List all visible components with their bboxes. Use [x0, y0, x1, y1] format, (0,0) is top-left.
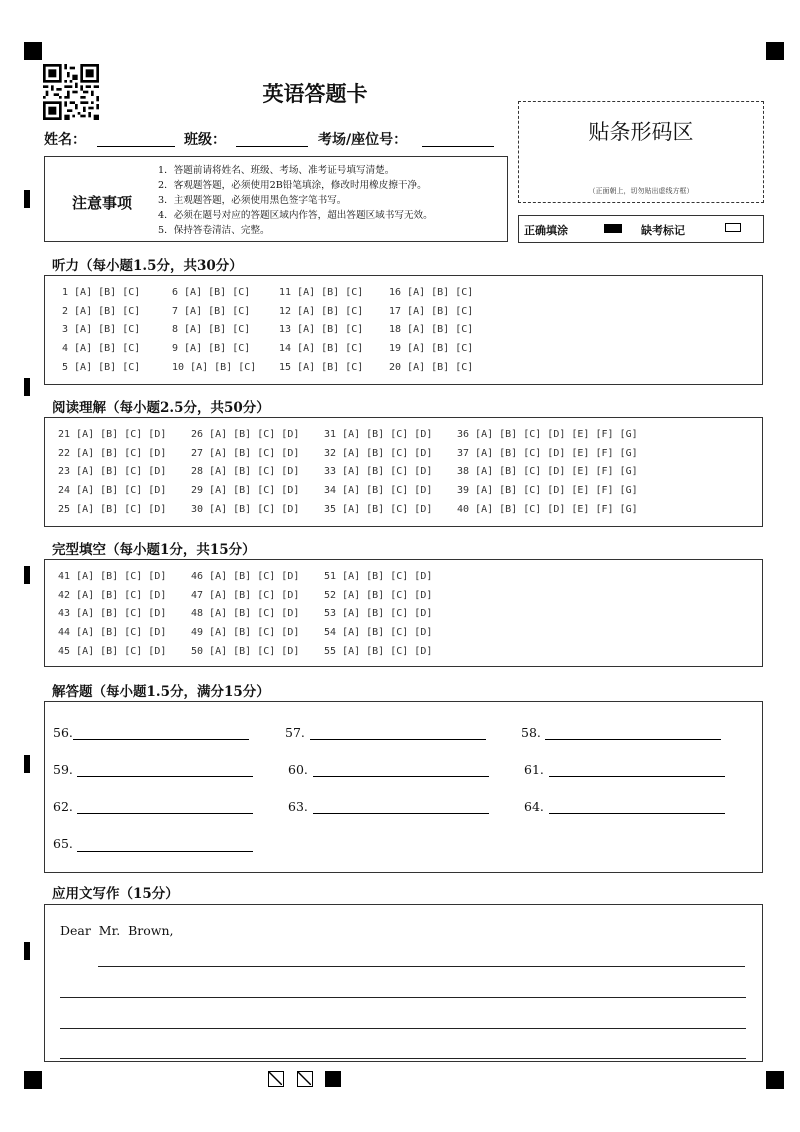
answer-field[interactable]: [77, 813, 253, 814]
question-row[interactable]: 16 [A] [B] [C]: [389, 287, 474, 298]
answer-label: 58.: [521, 725, 541, 740]
question-row[interactable]: 52 [A] [B] [C] [D]: [324, 589, 433, 601]
correct-fill-label: 正确填涂: [524, 224, 568, 237]
notice-rule: 1．答题前请将姓名、班级、考场、准考证号填写清楚。: [158, 165, 395, 176]
notice-rule: 2．客观题答题，必须使用2B铅笔填涂，修改时用橡皮擦干净。: [158, 180, 427, 191]
question-row[interactable]: 38 [A] [B] [C] [D] [E] [F] [G]: [457, 466, 638, 478]
timing-mark: [24, 942, 30, 960]
answer-field[interactable]: [313, 813, 489, 814]
question-row[interactable]: 43 [A] [B] [C] [D]: [58, 608, 167, 620]
corner-mark-bottom-left: [24, 1071, 42, 1089]
question-row[interactable]: 33 [A] [B] [C] [D]: [324, 466, 433, 478]
question-row[interactable]: 7 [A] [B] [C]: [172, 305, 251, 317]
question-row[interactable]: 20 [A] [B] [C]: [389, 361, 474, 373]
question-row[interactable]: 53 [A] [B] [C] [D]: [324, 608, 433, 620]
question-row[interactable]: 32 [A] [B] [C] [D]: [324, 447, 433, 459]
answer-field[interactable]: [549, 776, 725, 777]
question-row[interactable]: 29 [A] [B] [C] [D]: [191, 485, 300, 497]
question-row[interactable]: 47 [A] [B] [C] [D]: [191, 589, 300, 601]
question-row[interactable]: 18 [A] [B] [C]: [389, 324, 474, 336]
question-row[interactable]: 50 [A] [B] [C] [D]: [191, 645, 300, 657]
question-row[interactable]: 41 [A] [B] [C] [D]: [58, 571, 167, 582]
answer-field[interactable]: [310, 739, 486, 740]
timing-mark: [24, 378, 30, 396]
writing-line[interactable]: [98, 966, 745, 967]
answer-label: 63.: [288, 799, 308, 814]
answer-label: 62.: [53, 799, 73, 814]
barcode-label: 贴条形码区: [588, 120, 694, 144]
timing-mark: [24, 755, 30, 773]
writing-salutation: Dear Mr. Brown,: [60, 923, 174, 938]
crossed-box-icon: [297, 1071, 313, 1087]
corner-mark-bottom-right: [766, 1071, 784, 1089]
notice-title: 注意事项: [72, 194, 133, 212]
writing-line[interactable]: [60, 1028, 746, 1029]
question-row[interactable]: 46 [A] [B] [C] [D]: [191, 571, 300, 582]
crossed-box-icon: [268, 1071, 284, 1087]
question-row[interactable]: 31 [A] [B] [C] [D]: [324, 429, 433, 440]
question-row[interactable]: 4 [A] [B] [C]: [62, 343, 141, 355]
question-row[interactable]: 30 [A] [B] [C] [D]: [191, 503, 300, 515]
corner-mark-top-left: [24, 42, 42, 60]
question-row[interactable]: 14 [A] [B] [C]: [279, 343, 364, 355]
page-mark: [325, 1071, 341, 1087]
reading-title: 阅读理解（每小题2.5分，共50分）: [52, 400, 270, 416]
answer-label: 64.: [524, 799, 544, 814]
question-row[interactable]: 3 [A] [B] [C]: [62, 324, 141, 336]
question-row[interactable]: 42 [A] [B] [C] [D]: [58, 589, 167, 601]
short-answer-title: 解答题（每小题1.5分，满分15分）: [52, 684, 270, 700]
name-field[interactable]: [97, 146, 175, 147]
room-seat-field[interactable]: [422, 146, 494, 147]
answer-field[interactable]: [313, 776, 489, 777]
question-row[interactable]: 13 [A] [B] [C]: [279, 324, 364, 336]
question-row[interactable]: 12 [A] [B] [C]: [279, 305, 364, 317]
question-row[interactable]: 5 [A] [B] [C]: [62, 361, 141, 373]
notice-rule: 5．保持答卷清洁、完整。: [158, 225, 270, 236]
question-row[interactable]: 51 [A] [B] [C] [D]: [324, 571, 433, 582]
question-row[interactable]: 55 [A] [B] [C] [D]: [324, 645, 433, 657]
answer-field[interactable]: [545, 739, 721, 740]
question-row[interactable]: 15 [A] [B] [C]: [279, 361, 364, 373]
notice-rule: 3．主观题答题，必须使用黑色签字笔书写。: [158, 195, 347, 206]
question-row[interactable]: 35 [A] [B] [C] [D]: [324, 503, 433, 515]
answer-field[interactable]: [77, 776, 253, 777]
absent-mark-checkbox[interactable]: [725, 223, 741, 232]
question-row[interactable]: 1 [A] [B] [C]: [62, 287, 141, 298]
sheet-title: 英语答题卡: [262, 81, 368, 106]
writing-line[interactable]: [60, 1058, 746, 1059]
writing-line[interactable]: [60, 997, 746, 998]
question-row[interactable]: 9 [A] [B] [C]: [172, 343, 251, 355]
listening-title: 听力（每小题1.5分，共30分）: [52, 258, 243, 274]
class-field[interactable]: [236, 146, 308, 147]
name-label: 姓名：: [44, 132, 86, 148]
cloze-title: 完型填空（每小题1分，共15分）: [52, 542, 256, 558]
question-row[interactable]: 26 [A] [B] [C] [D]: [191, 429, 300, 440]
question-row[interactable]: 54 [A] [B] [C] [D]: [324, 627, 433, 639]
writing-title: 应用文写作（15分）: [52, 886, 179, 902]
question-row[interactable]: 36 [A] [B] [C] [D] [E] [F] [G]: [457, 429, 638, 440]
answer-field[interactable]: [549, 813, 725, 814]
question-row[interactable]: 19 [A] [B] [C]: [389, 343, 474, 355]
question-row[interactable]: 17 [A] [B] [C]: [389, 305, 474, 317]
timing-mark: [24, 190, 30, 208]
question-row[interactable]: 21 [A] [B] [C] [D]: [58, 429, 167, 440]
answer-field[interactable]: [77, 851, 253, 852]
corner-mark-top-right: [766, 42, 784, 60]
timing-mark: [24, 566, 30, 584]
question-row[interactable]: 40 [A] [B] [C] [D] [E] [F] [G]: [457, 503, 638, 515]
question-row[interactable]: 45 [A] [B] [C] [D]: [58, 645, 167, 657]
question-row[interactable]: 6 [A] [B] [C]: [172, 287, 251, 298]
question-row[interactable]: 25 [A] [B] [C] [D]: [58, 503, 167, 515]
question-row[interactable]: 37 [A] [B] [C] [D] [E] [F] [G]: [457, 447, 638, 459]
answer-label: 65.: [53, 836, 73, 851]
answer-label: 60.: [288, 762, 308, 777]
question-row[interactable]: 39 [A] [B] [C] [D] [E] [F] [G]: [457, 485, 638, 497]
answer-label: 57.: [285, 725, 305, 740]
question-row[interactable]: 8 [A] [B] [C]: [172, 324, 251, 336]
question-row[interactable]: 28 [A] [B] [C] [D]: [191, 466, 300, 478]
question-row[interactable]: 44 [A] [B] [C] [D]: [58, 627, 167, 639]
correct-fill-sample: [604, 224, 622, 233]
question-row[interactable]: 2 [A] [B] [C]: [62, 305, 141, 317]
notice-rule: 4．必须在题号对应的答题区域内作答，超出答题区域书写无效。: [158, 210, 433, 221]
room-seat-label: 考场/座位号：: [318, 132, 408, 148]
absent-mark-label: 缺考标记: [641, 224, 685, 237]
question-row[interactable]: 27 [A] [B] [C] [D]: [191, 447, 300, 459]
barcode-hint: （正面朝上，切勿贴出虚线方框）: [588, 187, 694, 195]
question-row[interactable]: 11 [A] [B] [C]: [279, 287, 364, 298]
answer-field[interactable]: [73, 739, 249, 740]
question-row[interactable]: 23 [A] [B] [C] [D]: [58, 466, 167, 478]
question-row[interactable]: 24 [A] [B] [C] [D]: [58, 485, 167, 497]
short-answer-box: [44, 701, 763, 873]
question-row[interactable]: 10 [A] [B] [C]: [172, 361, 257, 373]
answer-label: 61.: [524, 762, 544, 777]
question-row[interactable]: 34 [A] [B] [C] [D]: [324, 485, 433, 497]
question-row[interactable]: 22 [A] [B] [C] [D]: [58, 447, 167, 459]
question-row[interactable]: 49 [A] [B] [C] [D]: [191, 627, 300, 639]
question-row[interactable]: 48 [A] [B] [C] [D]: [191, 608, 300, 620]
class-label: 班级：: [184, 132, 226, 148]
answer-label: 56.: [53, 725, 73, 740]
answer-label: 59.: [53, 762, 73, 777]
